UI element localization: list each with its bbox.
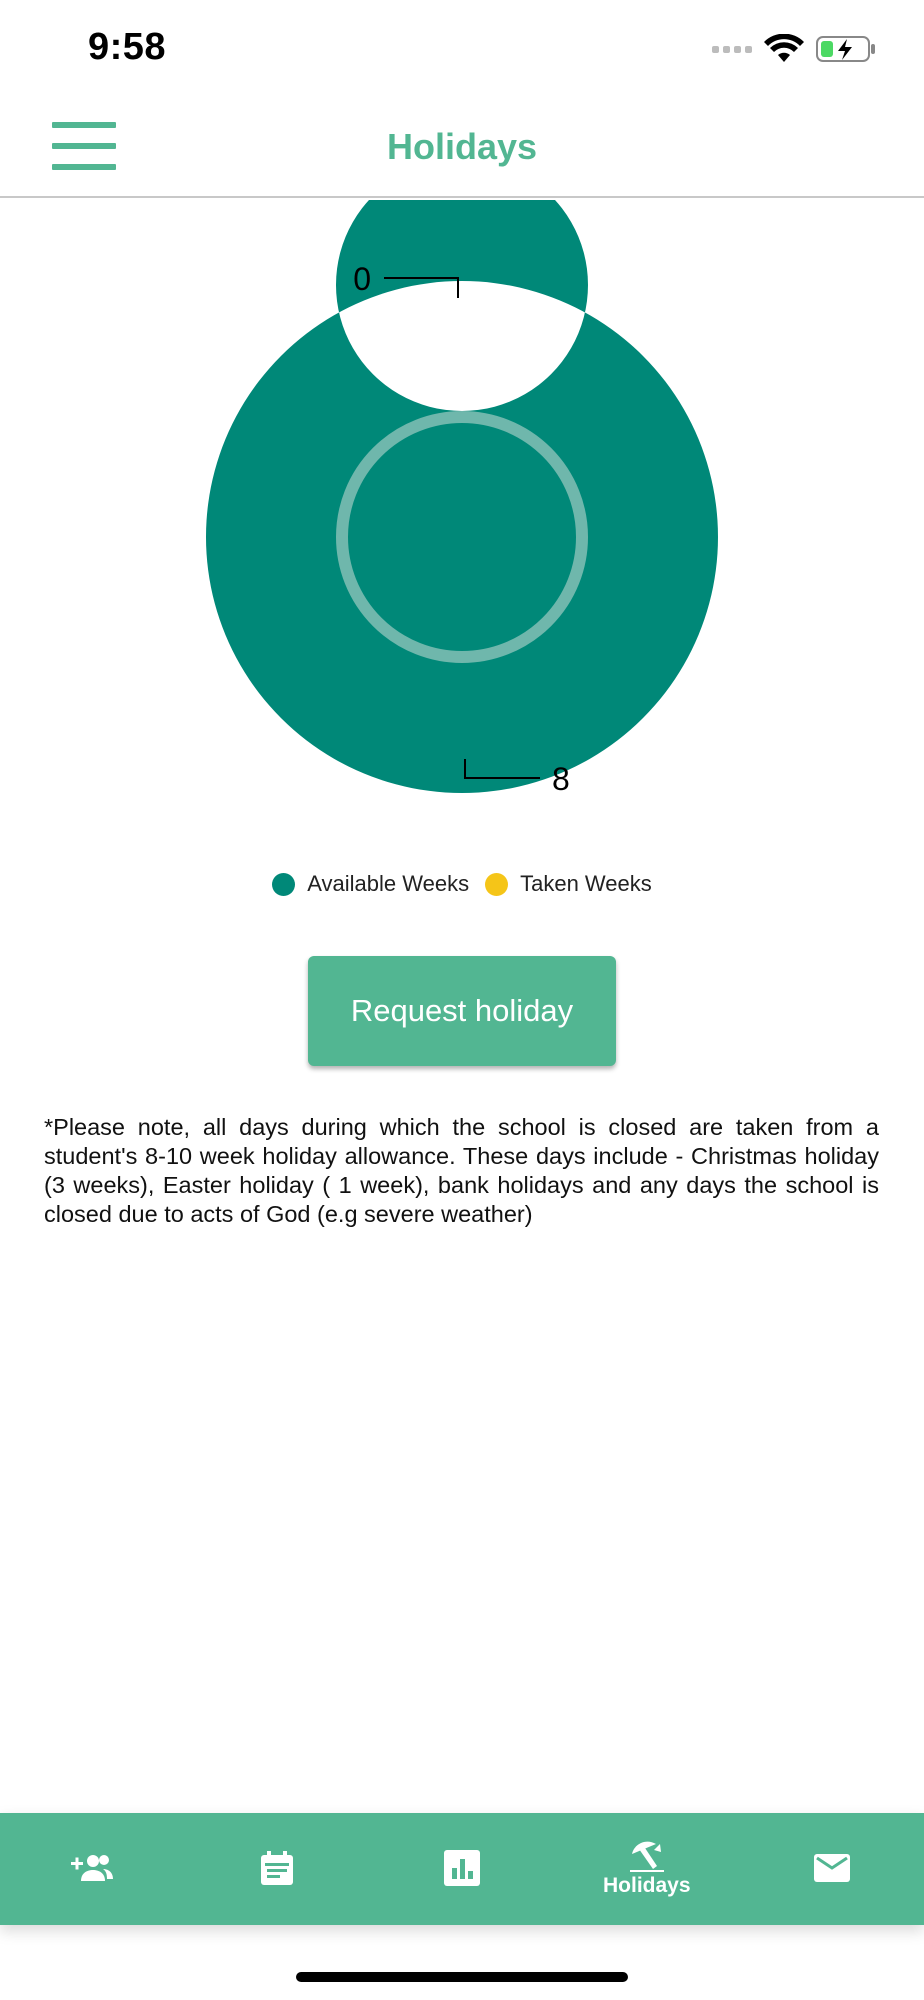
legend-item-taken[interactable] xyxy=(485,871,652,897)
legend-label-taken: Taken Weeks xyxy=(520,871,652,896)
holiday-note: *Please note, all days during which the school is closed are taken from a student's 8-10 week holiday allowance. These days include - Christmas holiday (3 weeks), Easter holiday ( 1 week), bank holidays and any days the school is closed due to acts of God (e.g severe weather) xyxy=(44,1114,879,1227)
add-user-icon xyxy=(70,1853,114,1883)
legend-item-available[interactable] xyxy=(272,871,469,897)
mail-icon xyxy=(814,1854,850,1882)
legend-swatch-available xyxy=(272,873,295,896)
bar-chart-icon xyxy=(444,1850,480,1886)
nav-item-mail[interactable] xyxy=(739,1813,924,1925)
donut-chart-svg xyxy=(0,200,924,840)
battery-charging-icon xyxy=(816,35,876,63)
status-time: 9:58 xyxy=(88,26,167,68)
donut-slice-available-weeks[interactable] xyxy=(206,200,718,793)
wifi-icon xyxy=(764,34,804,64)
nav-label-holidays: Holidays xyxy=(603,1874,691,1897)
chart-legend xyxy=(0,871,924,897)
legend-swatch-taken xyxy=(485,873,508,896)
nav-item-add-user[interactable] xyxy=(0,1813,185,1925)
calendar-icon xyxy=(261,1851,293,1885)
umbrella-beach-icon xyxy=(630,1840,664,1872)
data-label-available-weeks: 8 xyxy=(552,761,570,797)
status-icons xyxy=(712,34,876,64)
request-holiday-button[interactable]: Request holiday xyxy=(308,956,616,1066)
status-bar xyxy=(0,0,924,100)
nav-item-holidays[interactable] xyxy=(554,1813,739,1925)
bottom-nav xyxy=(0,1813,924,1925)
nav-item-calendar[interactable] xyxy=(185,1813,370,1925)
nav-item-stats[interactable] xyxy=(370,1813,555,1925)
home-indicator xyxy=(296,1972,628,1982)
cellular-signal-icon xyxy=(712,46,752,53)
legend-label-available: Available Weeks xyxy=(307,871,470,896)
holiday-donut-chart xyxy=(0,200,924,840)
page-title: Holidays xyxy=(386,126,538,167)
data-label-taken-weeks: 0 xyxy=(353,261,371,297)
app-header xyxy=(0,100,924,198)
